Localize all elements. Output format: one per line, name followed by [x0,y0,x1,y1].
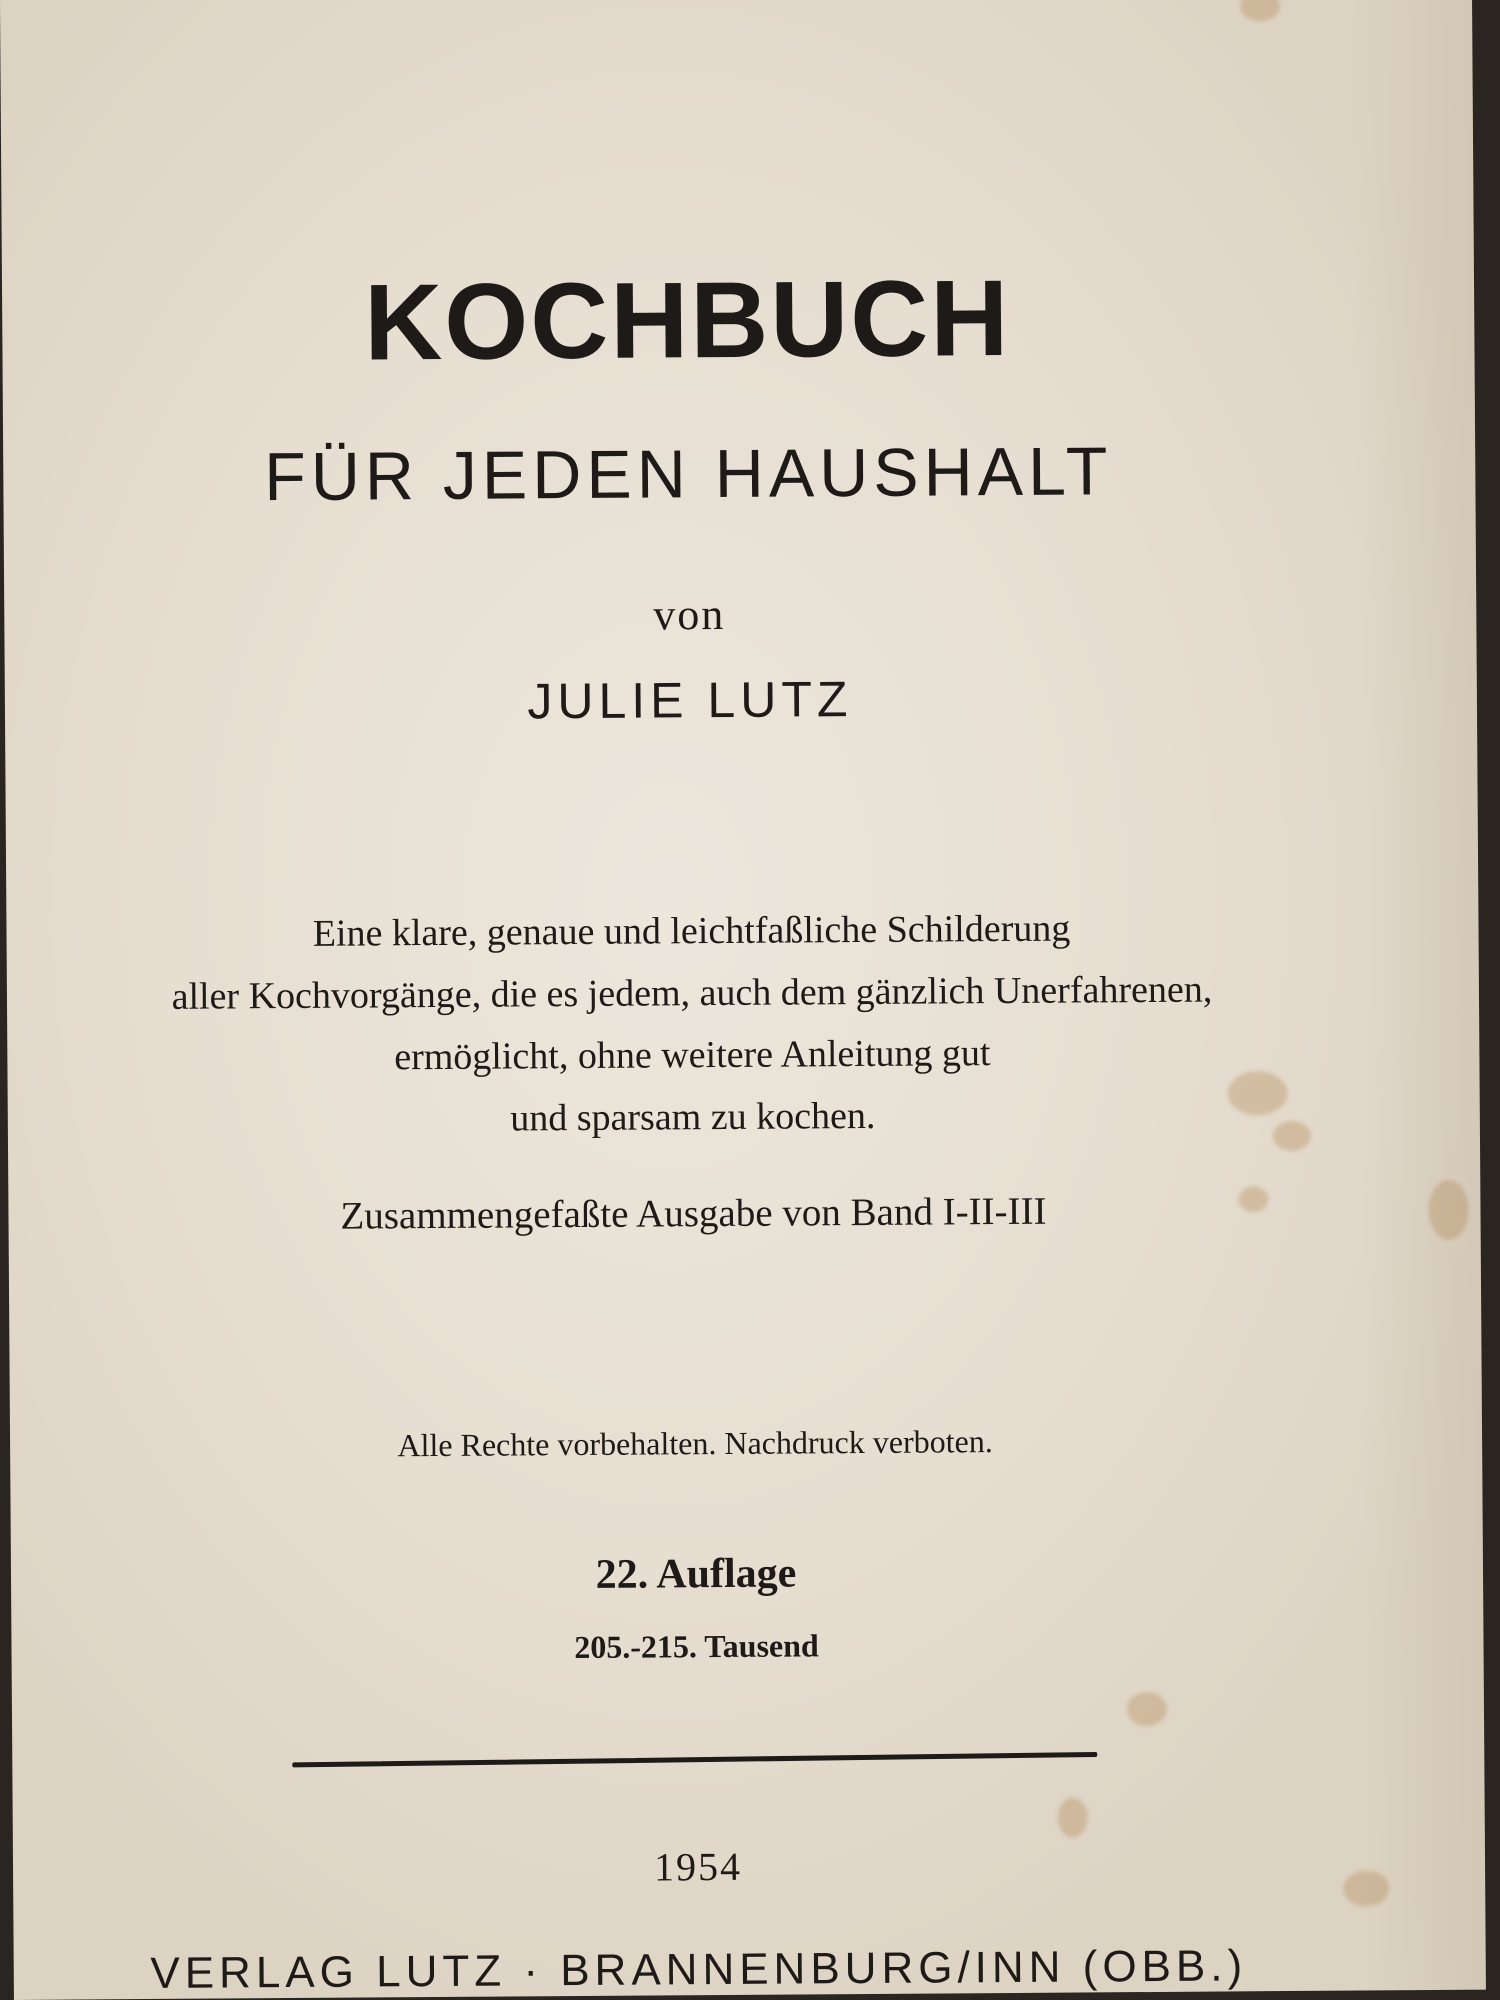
by-line: von [653,589,726,640]
publication-year: 1954 [653,1843,743,1890]
copies-count: 205.-215. Tausend [574,1627,819,1666]
author-name: JULIE LUTZ [527,671,853,730]
rights-notice: Alle Rechte vorbehalten. Nachdruck verboten. [397,1423,993,1464]
description-line: Eine klare, genaue und leichtfaßliche Schilderung [312,907,1071,955]
printing-number: 22. Auflage [595,1550,797,1598]
book-title: KOCHBUCH [363,256,1011,383]
stain-mark [1428,1180,1468,1240]
stain-mark [1127,1692,1167,1726]
description-line: aller Kochvorgänge, die es jedem, auch dem gänzlich Unerfahrenen, [171,968,1213,1018]
publisher-imprint: VERLAG LUTZ · BRANNENBURG/INN (OBB.) [150,1941,1248,1998]
stain-mark [1058,1797,1088,1837]
stain-mark [1240,0,1280,21]
edition-note: Zusammengefaßte Ausgabe von Band I-II-III [340,1189,1047,1238]
description-line: ermöglicht, ohne weitere Anleitung gut [394,1032,991,1079]
description-line: und sparsam zu kochen. [510,1094,876,1140]
divider-rule [292,1752,1097,1768]
book-subtitle: FÜR JEDEN HAUSHALT [263,433,1113,516]
